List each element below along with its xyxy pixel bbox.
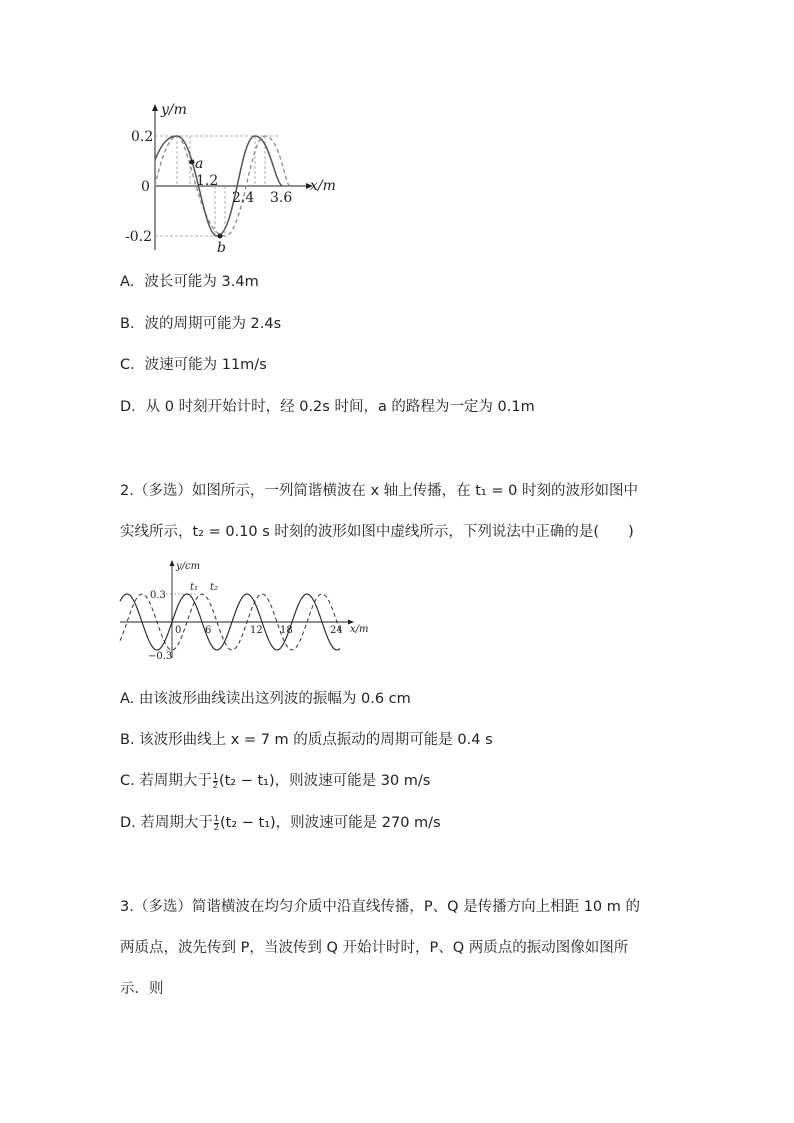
x-tick-12: 12	[250, 625, 263, 636]
q2-option-c-suffix: (t₂ − t₁)，则波速可能是 30 m/s	[218, 773, 431, 789]
wave-figure-2	[118, 558, 378, 668]
x-axis-label: x/m	[310, 178, 336, 194]
q2-stem-line1: 2.（多选）如图所示，一列简谐横波在 x 轴上传播，在 t₁ = 0 时刻的波形如图中	[120, 483, 638, 499]
fraction-one-half: $\frac{1}{2}$	[213, 813, 219, 832]
x-axis-label: x/m	[350, 624, 369, 635]
label-t2: t₂	[210, 582, 219, 593]
x-tick-6: 6	[205, 625, 212, 636]
x-tick-2-4: 2.4	[232, 190, 255, 206]
wave-figure-1	[125, 100, 345, 260]
q2-option-c	[120, 771, 430, 791]
point-a-marker	[190, 160, 195, 165]
q1-option-b: B．波的周期可能为 2.4s	[120, 316, 282, 332]
y-tick-bottom: -0.2	[125, 229, 152, 245]
y-tick-bottom: −0.3	[148, 651, 173, 662]
q2-option-d-suffix: (t₂ − t₁)，则波速可能是 270 m/s	[219, 815, 441, 831]
y-tick-top: 0.3	[150, 590, 166, 601]
q3-stem-line1: 3.（多选）简谐横波在均匀介质中沿直线传播，P、Q 是传播方向上相距 10 m 的	[120, 899, 641, 915]
q1-option-d: D．从 0 时刻开始计时，经 0.2s 时间，a 的路程为一定为 0.1m	[120, 399, 535, 415]
y-axis-arrow-icon	[152, 104, 158, 111]
fraction-one-half: $\frac{1}{2}$	[212, 771, 218, 790]
q2-option-b: B. 该波形曲线上 x = 7 m 的质点振动的周期可能是 0.4 s	[120, 732, 493, 748]
y-tick-zero: 0	[141, 179, 150, 195]
q1-option-a: A．波长可能为 3.4m	[120, 274, 259, 290]
x-tick-24: 24	[330, 625, 343, 636]
q2-option-d	[120, 813, 441, 833]
point-b-marker	[218, 234, 223, 239]
q2-option-d-prefix: D. 若周期大于	[120, 815, 213, 831]
x-tick-18: 18	[280, 625, 293, 636]
x-tick-0: 0	[175, 625, 182, 636]
y-axis-label: y/cm	[176, 561, 201, 572]
q2-option-c-prefix: C. 若周期大于	[120, 773, 212, 789]
y-axis-label: y/m	[161, 102, 187, 118]
y-tick-top: 0.2	[131, 129, 154, 145]
q2-stem-line2: 实线所示，t₂ = 0.10 s 时刻的波形如图中虚线所示，下列说法中正确的是( )	[120, 524, 634, 540]
x-tick-1-2: 1.2	[196, 173, 219, 189]
q1-option-c: C．波速可能为 11m/s	[120, 357, 267, 373]
point-a-label: a	[195, 156, 204, 172]
q3-stem-line3: 示．则	[120, 981, 164, 997]
y-axis-arrow-icon	[170, 560, 175, 566]
x-tick-3-6: 3.6	[270, 190, 293, 206]
label-t1: t₁	[190, 582, 199, 593]
point-b-label: b	[217, 240, 226, 256]
q3-stem-line2: 两质点，波先传到 P，当波传到 Q 开始计时时，P、Q 两质点的振动图像如图所	[120, 940, 629, 956]
q2-option-a: A. 由该波形曲线读出这列波的振幅为 0.6 cm	[120, 691, 411, 707]
